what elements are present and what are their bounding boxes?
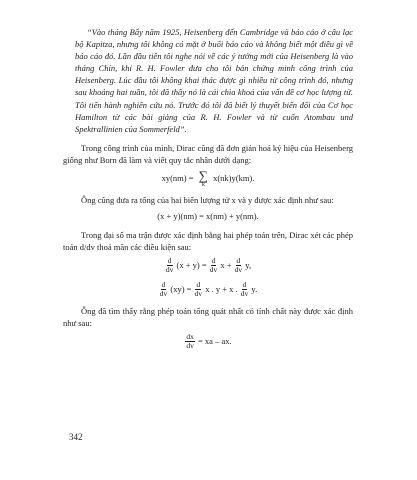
dx-dv-fraction: $\frac{dx}{dv}$ [186,331,194,351]
paragraph-3: Trong đại số ma trận được xác định bằng hai phép toán trên, Dirac xét các phép toán d/dv thoả mãn các điều kiện sau: [63,230,353,253]
paragraph-1: Trong công trình của mình, Dirac cũng đã đơn giản hoá ký hiệu của Heisenberg giống như Born đã làm và viết quy tắc nhân dưới dạng: [63,142,353,166]
derivative-operator: $\frac{d}{dv}$ [234,255,243,275]
page-number: 342 [69,432,83,442]
paragraph-2: Ông cũng đưa ra tổng của hai biến lượng tử x và y được xác định như sau: [81,194,334,205]
derivative-operator: $\frac{d}{dv}$ [194,279,203,299]
derivative-operator: $\frac{d}{dv}$ [240,279,249,299]
derivative-operator: $\frac{d}{dv}$ [165,255,174,275]
sum-index: k [201,181,205,188]
formula-lhs: xy(nm) = [161,172,194,183]
derivative-product-formula: $\frac{d}{dv}$ (xy) = $\frac{d}{dv}$ x . y + x . $\frac{d}{dv}$ y. [159,279,258,299]
derivative-sum-formula: $\frac{d}{dv}$ (x + y) = $\frac{d}{dv}$ x + $\frac{d}{dv}$ y, [165,255,252,275]
general-operation-formula: $\frac{dx}{dv}$ = xa – ax. [186,331,232,351]
derivative-operator: $\frac{d}{dv}$ [209,255,218,275]
formula-rhs: x(nk)y(km). [213,172,255,183]
multiplication-rule-formula [63,167,353,188]
sum-rule-formula: (x + y)(nm) = x(nm) + y(nm). [157,211,259,222]
quotation: “Vào tháng Bẩy năm 1925, Heisenberg đến Cambridge và báo cáo ở câu lạc bộ Kapitza, nhưng tôi không có mặt ở buổi báo cáo và không biết một điều gì về báo cáo đó. Lần đầu tiên tôi nghe nói về các ý tưởng mới của Heisenberg là vào tháng Chín, khi R. H. Fowler đưa cho tôi bản chứng minh công trình của Heisenberg. Lúc đầu tôi không khai thác được gì nhiều từ công trình đó, nhưng sau khoảng hai tuần, tôi đã thấy nó là cái chìa khoá của vấn đề cơ học lượng tử. Tôi tiến hành nghiên cứu nó. Trước đó tôi đã biết lý thuyết biến đổi của Cơ học Hamilton từ các bài giảng của R. H. Fowler và từ cuốn Atombau und Spektrallinien của Sommerfeld”. [75,27,353,134]
page-content [63,26,353,357]
sum-symbol: ∑ [198,167,208,183]
paragraph-4: Ông đã tìm thấy rằng phép toán tổng quát nhất có tính chất này được xác định như sau: [63,305,353,329]
derivative-operator: $\frac{d}{dv}$ [159,279,168,299]
sum-operator [198,167,208,188]
